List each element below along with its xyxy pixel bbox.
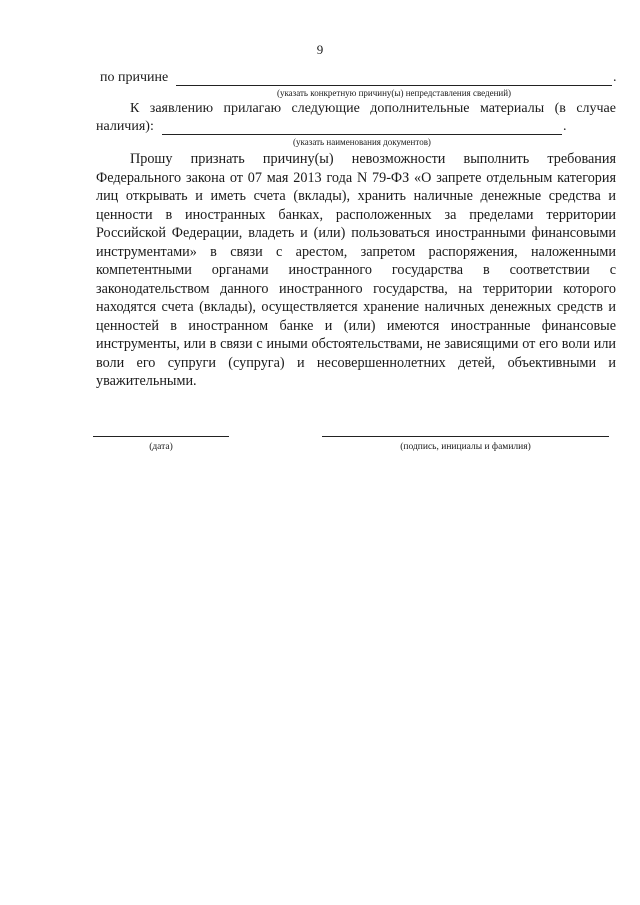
- request-paragraph: Прошу признать причину(ы) невозможности выполнить требования Федерального закона от 07 мая 2013 года N 79-ФЗ «О запрете отдельным категория лиц открывать и иметь счета (вклады), хранить наличные денежные средства и ценности в иностранных банках, расположенных за пределами территории Российской Федерации, владеть и (или) пользоваться иностранными финансовыми инструментами» в связи с арестом, запретом распоряжения, наложенными компетентными органами иностранного государства в соответствии с законодательством данного иностранного государства, на территории которого находятся счета (вклады), осуществляется хранение наличных денежных средств и ценностей в иностранном банке и (или) имеются иностранные финансовые инструменты, или в связи с иными обстоятельствами, не зависящими от его воли или воли его супруги (супруга) и несовершеннолетних детей, объективными и уважительными.: [96, 151, 616, 389]
- attachments-trailing-mark: .: [563, 119, 567, 134]
- page-number: 9: [316, 42, 324, 57]
- attachments-blank-line: [162, 134, 562, 135]
- reason-label: по причине: [100, 70, 169, 85]
- date-line: [93, 436, 229, 437]
- attachments-hint: (указать наименования документов): [293, 137, 431, 147]
- date-hint: (дата): [149, 442, 173, 452]
- attachments-line-1: К заявлению прилагаю следующие дополнительные материалы (в случае: [130, 101, 616, 116]
- signature-hint: (подпись, инициалы и фамилия): [400, 442, 531, 452]
- reason-trailing-mark: .: [613, 70, 617, 85]
- attachments-label: наличия):: [96, 119, 154, 134]
- reason-hint: (указать конкретную причину(ы) непредставления сведений): [276, 88, 512, 98]
- reason-blank-line: [176, 85, 612, 86]
- signature-line: [322, 436, 609, 437]
